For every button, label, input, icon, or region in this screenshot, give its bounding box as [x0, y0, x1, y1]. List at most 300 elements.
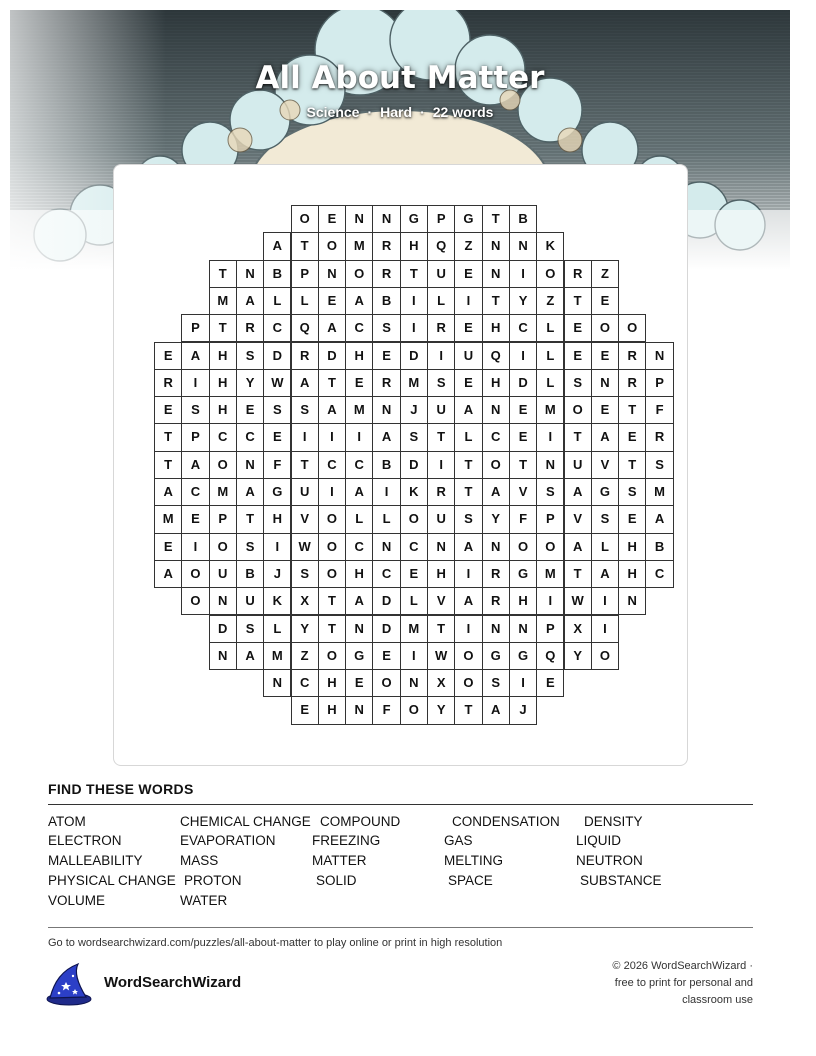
grid-cell[interactable]: Y — [564, 642, 592, 670]
grid-cell[interactable]: L — [372, 505, 400, 533]
grid-cell[interactable]: E — [291, 696, 319, 724]
grid-cell[interactable]: H — [482, 369, 510, 397]
grid-cell[interactable]: L — [291, 287, 319, 315]
grid-cell[interactable]: N — [345, 615, 373, 643]
grid-cell[interactable]: T — [454, 451, 482, 479]
grid-cell[interactable]: O — [318, 533, 346, 561]
grid-cell[interactable]: T — [427, 615, 455, 643]
grid-cell[interactable]: N — [345, 696, 373, 724]
grid-cell[interactable]: J — [263, 560, 291, 588]
grid-cell[interactable]: R — [645, 423, 673, 451]
grid-cell[interactable]: F — [263, 451, 291, 479]
grid-cell[interactable]: H — [318, 696, 346, 724]
grid-cell[interactable]: N — [318, 260, 346, 288]
grid-cell[interactable]: B — [263, 260, 291, 288]
grid-cell[interactable]: A — [236, 478, 264, 506]
grid-cell[interactable]: E — [181, 505, 209, 533]
grid-cell[interactable]: H — [509, 587, 537, 615]
grid-cell[interactable]: O — [591, 314, 619, 342]
grid-cell[interactable]: E — [263, 423, 291, 451]
grid-cell[interactable]: T — [291, 451, 319, 479]
grid-cell[interactable]: S — [236, 342, 264, 370]
grid-cell[interactable]: O — [482, 451, 510, 479]
grid-cell[interactable]: S — [236, 533, 264, 561]
grid-cell[interactable]: H — [209, 342, 237, 370]
grid-cell[interactable]: U — [454, 342, 482, 370]
grid-cell[interactable]: X — [564, 615, 592, 643]
grid-cell[interactable]: P — [427, 205, 455, 233]
grid-cell[interactable]: A — [564, 533, 592, 561]
grid-cell[interactable]: E — [154, 533, 182, 561]
grid-cell[interactable]: N — [482, 615, 510, 643]
grid-cell[interactable]: A — [236, 287, 264, 315]
grid-cell[interactable]: E — [345, 369, 373, 397]
grid-cell[interactable]: P — [209, 505, 237, 533]
grid-cell[interactable]: A — [345, 287, 373, 315]
grid-cell[interactable]: H — [618, 560, 646, 588]
grid-cell[interactable]: L — [536, 369, 564, 397]
grid-cell[interactable]: R — [427, 314, 455, 342]
grid-cell[interactable]: G — [454, 205, 482, 233]
grid-cell[interactable]: I — [345, 423, 373, 451]
grid-cell[interactable]: C — [345, 451, 373, 479]
grid-cell[interactable]: S — [454, 505, 482, 533]
grid-cell[interactable]: O — [345, 260, 373, 288]
grid-cell[interactable]: H — [400, 232, 428, 260]
grid-cell[interactable]: A — [591, 423, 619, 451]
grid-cell[interactable]: R — [427, 478, 455, 506]
grid-cell[interactable]: O — [372, 669, 400, 697]
grid-cell[interactable]: T — [564, 423, 592, 451]
grid-cell[interactable]: C — [400, 533, 428, 561]
grid-cell[interactable]: V — [427, 587, 455, 615]
grid-cell[interactable]: O — [291, 205, 319, 233]
grid-cell[interactable]: A — [454, 587, 482, 615]
grid-cell[interactable]: I — [181, 369, 209, 397]
grid-cell[interactable]: N — [236, 260, 264, 288]
grid-cell[interactable]: T — [236, 505, 264, 533]
grid-cell[interactable]: C — [181, 478, 209, 506]
grid-cell[interactable]: N — [400, 669, 428, 697]
grid-cell[interactable]: R — [372, 232, 400, 260]
grid-cell[interactable]: S — [482, 669, 510, 697]
grid-cell[interactable]: T — [618, 396, 646, 424]
grid-cell[interactable]: O — [318, 642, 346, 670]
grid-cell[interactable]: Z — [536, 287, 564, 315]
grid-cell[interactable]: O — [400, 505, 428, 533]
grid-cell[interactable]: B — [236, 560, 264, 588]
grid-cell[interactable]: R — [372, 369, 400, 397]
grid-cell[interactable]: I — [591, 615, 619, 643]
grid-cell[interactable]: S — [263, 396, 291, 424]
grid-cell[interactable]: S — [236, 615, 264, 643]
grid-cell[interactable]: E — [236, 396, 264, 424]
grid-cell[interactable]: X — [427, 669, 455, 697]
grid-cell[interactable]: L — [263, 615, 291, 643]
grid-cell[interactable]: T — [318, 615, 346, 643]
grid-cell[interactable]: R — [618, 369, 646, 397]
grid-cell[interactable]: Y — [482, 505, 510, 533]
brand-name[interactable]: WordSearchWizard — [104, 974, 242, 991]
grid-cell[interactable]: N — [482, 396, 510, 424]
grid-cell[interactable]: P — [536, 505, 564, 533]
grid-cell[interactable]: E — [318, 287, 346, 315]
grid-cell[interactable]: O — [454, 642, 482, 670]
grid-cell[interactable]: N — [618, 587, 646, 615]
grid-cell[interactable]: T — [564, 287, 592, 315]
grid-cell[interactable]: N — [482, 533, 510, 561]
grid-cell[interactable]: F — [509, 505, 537, 533]
grid-cell[interactable]: T — [482, 205, 510, 233]
grid-cell[interactable]: S — [591, 505, 619, 533]
grid-cell[interactable]: E — [318, 205, 346, 233]
grid-cell[interactable]: S — [536, 478, 564, 506]
grid-cell[interactable]: B — [645, 533, 673, 561]
grid-cell[interactable]: E — [154, 342, 182, 370]
grid-cell[interactable]: A — [181, 342, 209, 370]
grid-cell[interactable]: W — [291, 533, 319, 561]
grid-cell[interactable]: T — [209, 314, 237, 342]
grid-cell[interactable]: E — [618, 423, 646, 451]
grid-cell[interactable]: F — [372, 696, 400, 724]
grid-cell[interactable]: E — [400, 560, 428, 588]
grid-cell[interactable]: J — [509, 696, 537, 724]
grid-cell[interactable]: G — [263, 478, 291, 506]
grid-cell[interactable]: Z — [591, 260, 619, 288]
grid-cell[interactable]: C — [318, 451, 346, 479]
grid-cell[interactable]: M — [209, 287, 237, 315]
grid-cell[interactable]: Q — [536, 642, 564, 670]
grid-cell[interactable]: M — [209, 478, 237, 506]
grid-cell[interactable]: A — [482, 696, 510, 724]
grid-cell[interactable]: A — [318, 396, 346, 424]
grid-cell[interactable]: H — [209, 396, 237, 424]
grid-cell[interactable]: R — [482, 560, 510, 588]
grid-cell[interactable]: N — [372, 396, 400, 424]
grid-cell[interactable]: I — [536, 587, 564, 615]
grid-cell[interactable]: R — [482, 587, 510, 615]
grid-cell[interactable]: M — [345, 396, 373, 424]
grid-cell[interactable]: N — [645, 342, 673, 370]
grid-cell[interactable]: N — [591, 369, 619, 397]
grid-cell[interactable]: I — [591, 587, 619, 615]
grid-cell[interactable]: V — [291, 505, 319, 533]
grid-cell[interactable]: J — [400, 396, 428, 424]
grid-cell[interactable]: T — [618, 451, 646, 479]
grid-cell[interactable]: A — [482, 478, 510, 506]
grid-cell[interactable]: N — [372, 533, 400, 561]
grid-cell[interactable]: E — [591, 342, 619, 370]
grid-cell[interactable]: I — [509, 260, 537, 288]
grid-cell[interactable]: D — [372, 615, 400, 643]
grid-cell[interactable]: T — [209, 260, 237, 288]
grid-cell[interactable]: M — [536, 560, 564, 588]
grid-cell[interactable]: D — [509, 369, 537, 397]
grid-cell[interactable]: E — [591, 287, 619, 315]
grid-cell[interactable]: A — [645, 505, 673, 533]
grid-cell[interactable]: R — [564, 260, 592, 288]
grid-cell[interactable]: O — [564, 396, 592, 424]
grid-cell[interactable]: E — [536, 669, 564, 697]
grid-cell[interactable]: E — [591, 396, 619, 424]
grid-cell[interactable]: R — [618, 342, 646, 370]
grid-cell[interactable]: D — [400, 451, 428, 479]
grid-cell[interactable]: N — [209, 642, 237, 670]
grid-cell[interactable]: W — [564, 587, 592, 615]
grid-cell[interactable]: L — [536, 342, 564, 370]
grid-cell[interactable]: G — [509, 560, 537, 588]
grid-cell[interactable]: L — [454, 423, 482, 451]
grid-cell[interactable]: O — [181, 587, 209, 615]
grid-cell[interactable]: U — [564, 451, 592, 479]
grid-cell[interactable]: E — [345, 669, 373, 697]
grid-cell[interactable]: O — [181, 560, 209, 588]
grid-cell[interactable]: A — [564, 478, 592, 506]
grid-cell[interactable]: N — [345, 205, 373, 233]
grid-cell[interactable]: P — [181, 423, 209, 451]
grid-cell[interactable]: T — [427, 423, 455, 451]
grid-cell[interactable]: G — [482, 642, 510, 670]
grid-cell[interactable]: S — [645, 451, 673, 479]
grid-cell[interactable]: I — [427, 342, 455, 370]
grid-cell[interactable]: P — [536, 615, 564, 643]
grid-cell[interactable]: R — [236, 314, 264, 342]
grid-cell[interactable]: R — [154, 369, 182, 397]
grid-cell[interactable]: D — [209, 615, 237, 643]
grid-cell[interactable]: A — [318, 314, 346, 342]
grid-cell[interactable]: N — [372, 205, 400, 233]
grid-cell[interactable]: O — [618, 314, 646, 342]
grid-cell[interactable]: T — [454, 696, 482, 724]
grid-cell[interactable]: X — [291, 587, 319, 615]
grid-cell[interactable]: S — [372, 314, 400, 342]
grid-cell[interactable]: A — [454, 396, 482, 424]
grid-cell[interactable]: S — [181, 396, 209, 424]
grid-cell[interactable]: H — [318, 669, 346, 697]
grid-cell[interactable]: B — [509, 205, 537, 233]
grid-cell[interactable]: A — [345, 478, 373, 506]
grid-cell[interactable]: H — [209, 369, 237, 397]
grid-cell[interactable]: U — [209, 560, 237, 588]
grid-cell[interactable]: O — [318, 505, 346, 533]
grid-cell[interactable]: M — [345, 232, 373, 260]
grid-cell[interactable]: T — [400, 260, 428, 288]
grid-cell[interactable]: N — [482, 232, 510, 260]
grid-cell[interactable]: A — [236, 642, 264, 670]
grid-cell[interactable]: I — [400, 287, 428, 315]
grid-cell[interactable]: L — [591, 533, 619, 561]
grid-cell[interactable]: Q — [482, 342, 510, 370]
grid-cell[interactable]: Y — [509, 287, 537, 315]
grid-cell[interactable]: C — [482, 423, 510, 451]
grid-cell[interactable]: O — [536, 260, 564, 288]
grid-cell[interactable]: C — [263, 314, 291, 342]
grid-cell[interactable]: C — [345, 314, 373, 342]
grid-cell[interactable]: C — [291, 669, 319, 697]
grid-cell[interactable]: I — [318, 423, 346, 451]
grid-cell[interactable]: O — [209, 451, 237, 479]
grid-cell[interactable]: E — [154, 396, 182, 424]
grid-cell[interactable]: K — [400, 478, 428, 506]
grid-cell[interactable]: I — [427, 451, 455, 479]
grid-cell[interactable]: A — [345, 587, 373, 615]
grid-cell[interactable]: W — [263, 369, 291, 397]
grid-cell[interactable]: O — [400, 696, 428, 724]
grid-cell[interactable]: K — [536, 232, 564, 260]
grid-cell[interactable]: I — [291, 423, 319, 451]
grid-cell[interactable]: I — [181, 533, 209, 561]
grid-cell[interactable]: A — [263, 232, 291, 260]
grid-cell[interactable]: E — [372, 342, 400, 370]
grid-cell[interactable]: L — [400, 587, 428, 615]
grid-cell[interactable]: U — [427, 260, 455, 288]
grid-cell[interactable]: O — [536, 533, 564, 561]
grid-cell[interactable]: I — [318, 478, 346, 506]
grid-cell[interactable]: E — [564, 314, 592, 342]
grid-cell[interactable]: U — [427, 505, 455, 533]
grid-cell[interactable]: Z — [291, 642, 319, 670]
grid-cell[interactable]: U — [236, 587, 264, 615]
grid-cell[interactable]: O — [209, 533, 237, 561]
grid-cell[interactable]: M — [400, 369, 428, 397]
grid-cell[interactable]: L — [536, 314, 564, 342]
grid-cell[interactable]: C — [372, 560, 400, 588]
grid-cell[interactable]: H — [482, 314, 510, 342]
grid-cell[interactable]: I — [454, 560, 482, 588]
grid-cell[interactable]: M — [645, 478, 673, 506]
grid-cell[interactable]: Q — [427, 232, 455, 260]
grid-cell[interactable]: S — [291, 396, 319, 424]
grid-cell[interactable]: N — [263, 669, 291, 697]
grid-cell[interactable]: H — [345, 560, 373, 588]
grid-cell[interactable]: B — [372, 451, 400, 479]
grid-cell[interactable]: T — [154, 423, 182, 451]
grid-cell[interactable]: S — [400, 423, 428, 451]
grid-cell[interactable]: C — [509, 314, 537, 342]
grid-cell[interactable]: A — [154, 478, 182, 506]
grid-cell[interactable]: N — [509, 615, 537, 643]
grid-cell[interactable]: T — [509, 451, 537, 479]
grid-cell[interactable]: H — [263, 505, 291, 533]
grid-cell[interactable]: D — [372, 587, 400, 615]
grid-cell[interactable]: A — [591, 560, 619, 588]
grid-cell[interactable]: B — [372, 287, 400, 315]
grid-cell[interactable]: A — [454, 533, 482, 561]
grid-cell[interactable]: W — [427, 642, 455, 670]
grid-cell[interactable]: P — [291, 260, 319, 288]
grid-cell[interactable]: K — [263, 587, 291, 615]
grid-cell[interactable]: G — [400, 205, 428, 233]
grid-cell[interactable]: C — [345, 533, 373, 561]
grid-cell[interactable]: H — [427, 560, 455, 588]
grid-cell[interactable]: T — [482, 287, 510, 315]
grid-cell[interactable]: G — [345, 642, 373, 670]
grid-cell[interactable]: G — [591, 478, 619, 506]
grid-cell[interactable]: D — [318, 342, 346, 370]
grid-cell[interactable]: S — [564, 369, 592, 397]
grid-cell[interactable]: E — [372, 642, 400, 670]
grid-cell[interactable]: A — [154, 560, 182, 588]
grid-cell[interactable]: T — [318, 587, 346, 615]
grid-cell[interactable]: L — [263, 287, 291, 315]
grid-cell[interactable]: L — [345, 505, 373, 533]
grid-cell[interactable]: V — [564, 505, 592, 533]
grid-cell[interactable]: I — [372, 478, 400, 506]
grid-cell[interactable]: I — [454, 287, 482, 315]
grid-cell[interactable]: C — [645, 560, 673, 588]
grid-cell[interactable]: Z — [454, 232, 482, 260]
grid-cell[interactable]: F — [645, 396, 673, 424]
grid-cell[interactable]: V — [591, 451, 619, 479]
grid-cell[interactable]: T — [318, 369, 346, 397]
grid-cell[interactable]: U — [291, 478, 319, 506]
grid-cell[interactable]: O — [509, 533, 537, 561]
grid-cell[interactable]: I — [509, 669, 537, 697]
grid-cell[interactable]: M — [263, 642, 291, 670]
grid-cell[interactable]: C — [209, 423, 237, 451]
grid-cell[interactable]: E — [454, 369, 482, 397]
grid-cell[interactable]: O — [454, 669, 482, 697]
grid-cell[interactable]: Y — [427, 696, 455, 724]
grid-cell[interactable]: M — [154, 505, 182, 533]
grid-cell[interactable]: P — [181, 314, 209, 342]
grid-cell[interactable]: E — [509, 396, 537, 424]
grid-cell[interactable]: D — [400, 342, 428, 370]
grid-cell[interactable]: D — [263, 342, 291, 370]
grid-cell[interactable]: T — [291, 232, 319, 260]
grid-cell[interactable]: T — [454, 478, 482, 506]
grid-cell[interactable]: E — [509, 423, 537, 451]
grid-cell[interactable]: I — [400, 642, 428, 670]
grid-cell[interactable]: A — [372, 423, 400, 451]
grid-cell[interactable]: E — [454, 260, 482, 288]
grid-cell[interactable]: N — [509, 232, 537, 260]
grid-cell[interactable]: S — [618, 478, 646, 506]
grid-cell[interactable]: E — [618, 505, 646, 533]
grid-cell[interactable]: A — [181, 451, 209, 479]
grid-cell[interactable]: H — [345, 342, 373, 370]
grid-cell[interactable]: I — [536, 423, 564, 451]
grid-cell[interactable]: V — [509, 478, 537, 506]
grid-cell[interactable]: N — [536, 451, 564, 479]
grid-cell[interactable]: M — [400, 615, 428, 643]
grid-cell[interactable]: T — [154, 451, 182, 479]
grid-cell[interactable]: H — [618, 533, 646, 561]
grid-cell[interactable]: I — [454, 615, 482, 643]
grid-cell[interactable]: M — [536, 396, 564, 424]
grid-cell[interactable]: Q — [291, 314, 319, 342]
grid-cell[interactable]: N — [482, 260, 510, 288]
grid-cell[interactable]: P — [645, 369, 673, 397]
grid-cell[interactable]: I — [400, 314, 428, 342]
grid-cell[interactable]: E — [454, 314, 482, 342]
grid-cell[interactable]: R — [291, 342, 319, 370]
grid-cell[interactable]: S — [291, 560, 319, 588]
grid-cell[interactable]: S — [427, 369, 455, 397]
grid-cell[interactable]: Y — [291, 615, 319, 643]
grid-cell[interactable]: C — [236, 423, 264, 451]
grid-cell[interactable]: I — [509, 342, 537, 370]
grid-cell[interactable]: L — [427, 287, 455, 315]
grid-cell[interactable]: N — [209, 587, 237, 615]
grid-cell[interactable]: R — [372, 260, 400, 288]
grid-cell[interactable]: Y — [236, 369, 264, 397]
grid-cell[interactable]: E — [564, 342, 592, 370]
grid-cell[interactable]: T — [564, 560, 592, 588]
grid-cell[interactable]: O — [318, 232, 346, 260]
grid-cell[interactable]: O — [318, 560, 346, 588]
grid-cell[interactable]: U — [427, 396, 455, 424]
